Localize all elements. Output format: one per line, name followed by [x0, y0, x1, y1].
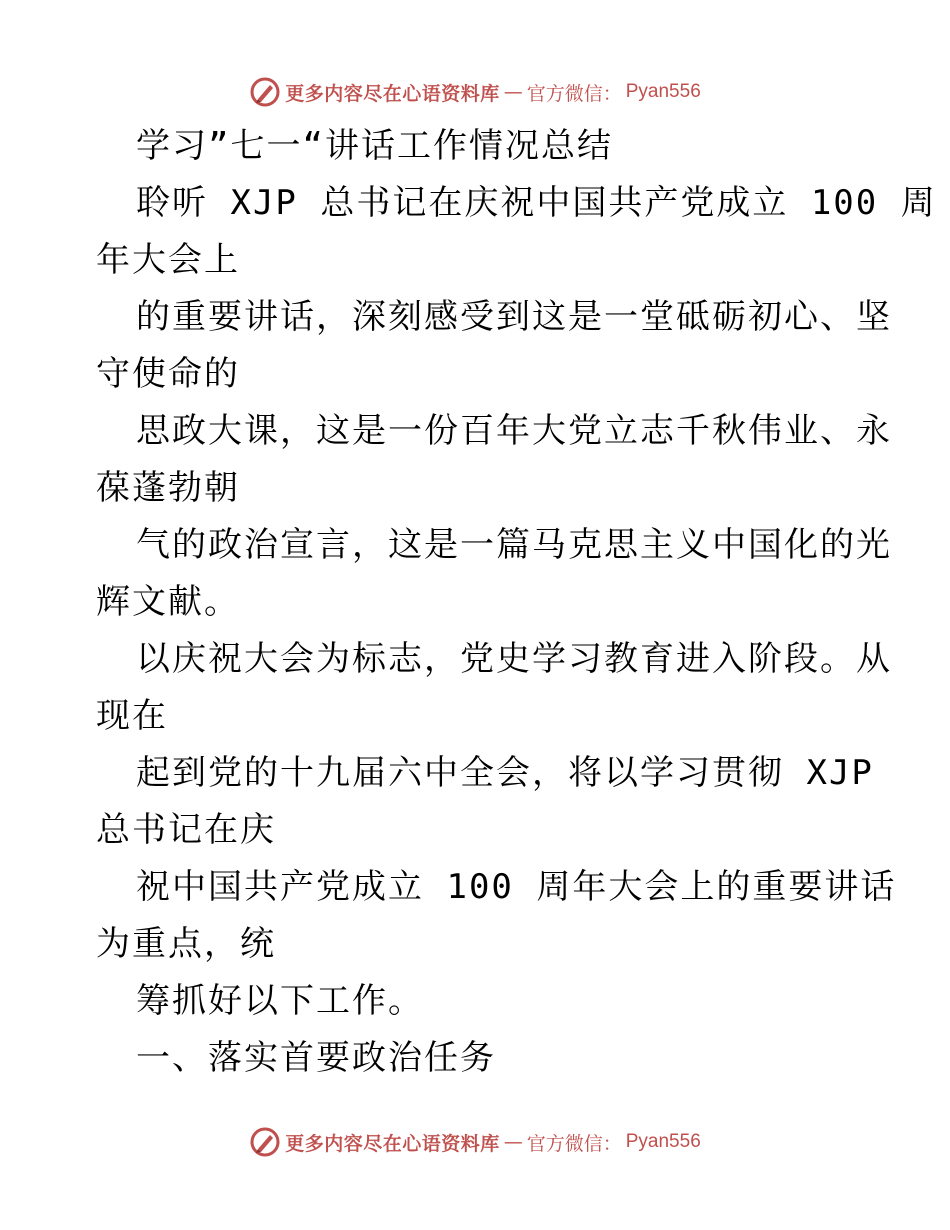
- paragraph-line: 以庆祝大会为标志，党史学习教育进入阶段。从: [136, 639, 892, 679]
- watermark-wechat-label: 官方微信：: [526, 1132, 622, 1155]
- watermark-brand: 更多内容尽在心语资料库: [285, 82, 500, 105]
- paragraph-line: 辉文献。: [96, 582, 240, 622]
- watermark-dash: —: [503, 1131, 523, 1153]
- paragraph-line: 思政大课，这是一份百年大党立志千秋伟业、永: [136, 411, 892, 451]
- document-body: [96, 118, 937, 1087]
- watermark-wechat-id: Pyan556: [625, 81, 701, 102]
- paragraph-line: 守使命的: [96, 354, 240, 394]
- footer-watermark: [0, 1122, 950, 1162]
- watermark-brand: 更多内容尽在心语资料库: [285, 1132, 500, 1155]
- paragraph-line: 气的政治宣言，这是一篇马克思主义中国化的光: [136, 525, 892, 565]
- paragraph-line: 葆蓬勃朝: [96, 468, 240, 508]
- paragraph-line: 一、落实首要政治任务: [136, 1038, 496, 1078]
- header-watermark: [0, 72, 950, 112]
- paragraph-line: 现在: [96, 696, 168, 736]
- paragraph-line: 总书记在庆: [96, 810, 276, 850]
- paragraph-line: 祝中国共产党成立 100 周年大会上的重要讲话: [136, 867, 897, 907]
- document-title: 学习”七一“讲话工作情况总结: [136, 126, 613, 166]
- paragraph-line: 年大会上: [96, 240, 240, 280]
- pen-logo-icon: [249, 1126, 281, 1158]
- pen-logo-icon: [249, 76, 281, 108]
- paragraph-line: 聆听 XJP 总书记在庆祝中国共产党成立 100 周: [136, 183, 937, 223]
- watermark-wechat-label: 官方微信：: [526, 82, 622, 105]
- watermark-wechat-id: Pyan556: [625, 1131, 701, 1152]
- paragraph-line: 起到党的十九届六中全会，将以学习贯彻 XJP: [136, 753, 874, 793]
- paragraph-line: 的重要讲话，深刻感受到这是一堂砥砺初心、坚: [136, 297, 892, 337]
- paragraph-line: 筹抓好以下工作。: [136, 981, 424, 1021]
- watermark-dash: —: [503, 81, 523, 103]
- paragraph-line: 为重点，统: [96, 924, 276, 964]
